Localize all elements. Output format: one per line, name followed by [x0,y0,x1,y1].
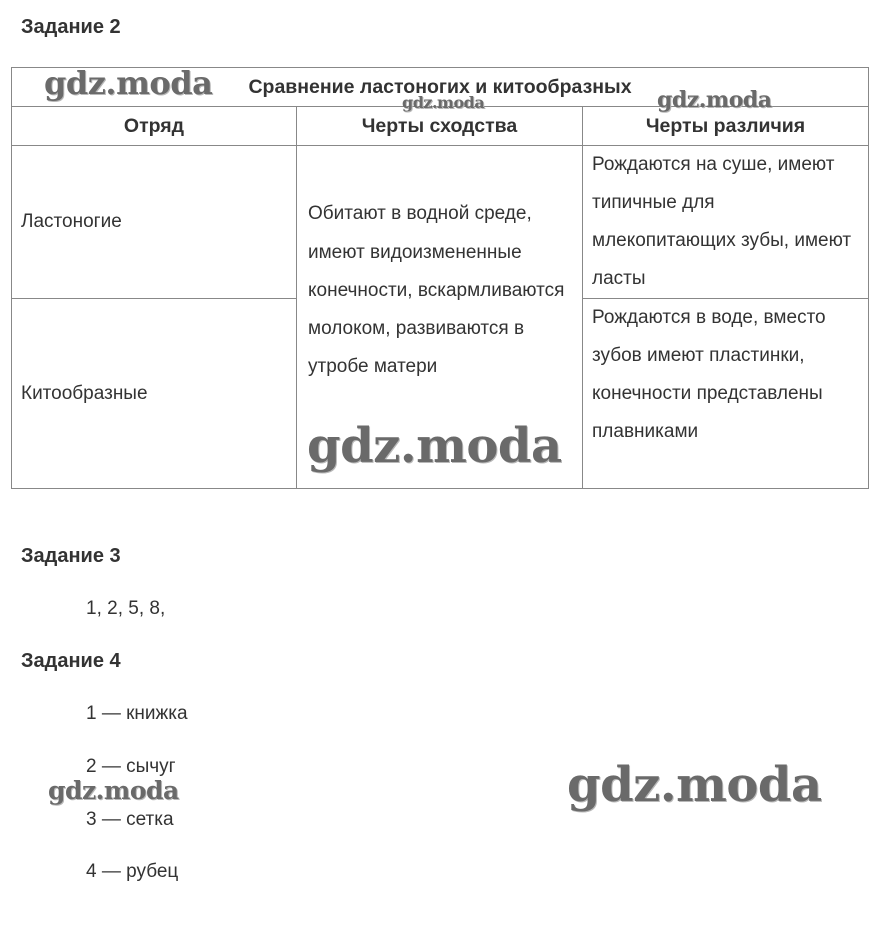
header-order: Отряд [12,107,297,146]
list-item: 4 — рубец [86,861,179,882]
similarities-cell: Обитают в водной среде, имеют видоизмененные конечности, вскармливаются молоком, развиваются в утробе матери [297,146,583,489]
list-item: 1 — книжка [86,703,188,724]
header-similarities: Черты сходства [297,107,583,146]
task3-answer: 1, 2, 5, 8, [86,598,166,619]
order-pinnipeds: Ластоногие [12,146,297,299]
differences-pinnipeds: Рождаются на суше, имеют типичные для млекопитающих зубы, имеют ласты [583,146,869,299]
list-item: 2 — сычуг [86,756,176,777]
table-row [12,146,869,299]
task2-heading: Задание 2 [21,16,121,38]
watermark-logo: gdz.moda [567,757,822,813]
list-item: 3 — сетка [86,809,174,830]
comparison-table [11,67,869,489]
table-title: Сравнение ластоногих и китообразных [12,68,869,107]
watermark-logo: gdz.moda [657,87,772,113]
watermark-logo: gdz.moda [307,418,562,474]
task3-heading: Задание 3 [21,545,121,567]
watermark-logo: gdz.moda [44,64,213,102]
task4-heading: Задание 4 [21,650,121,672]
header-differences: Черты различия [583,107,869,146]
watermark-logo: gdz.moda [402,93,485,112]
watermark-logo: gdz.moda [48,776,179,805]
order-cetaceans: Китообразные [12,299,297,489]
differences-cetaceans: Рождаются в воде, вместо зубов имеют пластинки, конечности представлены плавниками [583,299,869,489]
